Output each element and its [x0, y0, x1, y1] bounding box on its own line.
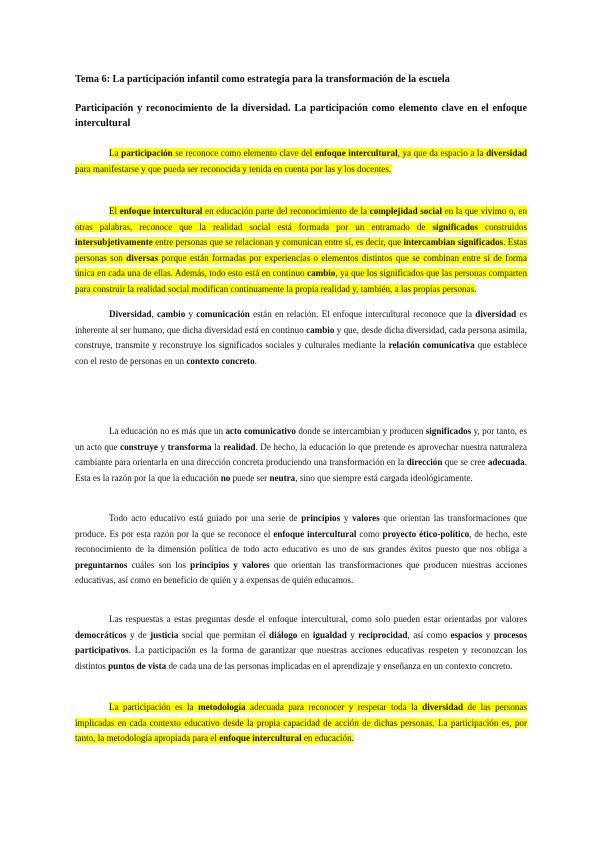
bold-term: relación comunicativa [388, 340, 475, 351]
text-run: que orientan las transformaciones que producen nuestras acciones educativas, así como en beneficio de quién y a expensas de quién educamos. [75, 559, 527, 586]
text-run: puede ser [230, 472, 270, 483]
bold-term: neutra [269, 472, 296, 483]
text-run: , así como [407, 629, 451, 640]
text-run: donde se intercambian y producen [295, 426, 426, 436]
text-run: El [109, 206, 120, 216]
text-run: en educación. [301, 733, 354, 744]
text-run: , ya que da espacio a la [397, 148, 487, 158]
bold-term: cambio [156, 309, 186, 319]
text-run: en [297, 629, 313, 640]
bold-term: procesos participativos [75, 629, 528, 656]
paragraph [75, 204, 527, 298]
bold-term: puntos de vista [108, 660, 167, 671]
text-run: y [185, 309, 197, 319]
bold-term: enfoque intercultural [219, 733, 302, 744]
bold-term: principios [301, 513, 341, 523]
text-run: Las respuestas a estas preguntas desde el enfoque intercultural, como solo pueden estar orientadas por valores [109, 614, 527, 624]
text-run: . Estas personas son [75, 237, 527, 263]
text-run: cuáles son los [127, 559, 191, 570]
bold-term: diversidad [486, 148, 527, 158]
bold-term: proyecto ético-político [382, 528, 470, 539]
bold-term: contexto concreto [186, 355, 255, 366]
text-run: están en relación. El enfoque intercultural reconoce que la [249, 309, 476, 319]
text-run: social que permitan el [178, 629, 270, 640]
bold-term: adecuada [487, 457, 525, 468]
text-run: como [356, 528, 383, 539]
text-run: y [482, 629, 494, 640]
text-run: . [254, 355, 257, 366]
section-heading: Participación y reconocimiento de la diversidad. La participación como elemento clave en el enfoque intercultural [75, 103, 527, 129]
bold-term: cambio [307, 268, 336, 279]
text-run: Todo acto educativo está guiado por una serie de [109, 513, 302, 523]
bold-term: enfoque intercultural [273, 528, 357, 539]
paragraph [75, 307, 527, 369]
paragraph [75, 511, 527, 589]
bold-term: diversas [126, 252, 158, 263]
bold-term: justicia [150, 629, 179, 640]
bold-term: valores [352, 513, 380, 523]
text-run: , [151, 309, 157, 319]
text-run: la [211, 441, 224, 452]
bold-term: construye [120, 441, 158, 452]
text-run: de cada una de las personas implicadas en el aprendizaje y enseñanza en un contexto concreto. [166, 660, 513, 671]
bold-term: no [220, 472, 231, 483]
bold-term: diálogo [269, 629, 298, 640]
document-title: Tema 6: La participación infantil como estrategia para la transformación de la escuela [75, 74, 450, 85]
text-run: . La participación es la forma de garantizar que nuestras acciones educativas respeten y reconozcan los distintos [75, 645, 527, 671]
text-run: y que, desde dicha diversidad, cada persona asimila, construye, transmite y reconstruye los significados sociales y culturales mediante la [75, 324, 527, 351]
bold-term: democráticos [75, 629, 127, 640]
bold-term: igualdad [312, 629, 347, 640]
text-run: y de [126, 629, 151, 640]
bold-term: reciprocidad [358, 629, 408, 640]
bold-term: cambio [306, 324, 335, 335]
text-run: entre personas que se relacionan y comunican entre sí, es decir, que [152, 237, 404, 248]
text-run: . De hecho, la educación lo que pretende es aprovechar nuestra naturaleza cambiante para orientarla en una dirección concreta produciendo una transformación en la [75, 441, 527, 468]
paragraph [75, 146, 527, 177]
bold-term: transforma [167, 441, 212, 452]
paragraph [75, 612, 527, 674]
text-run: . Esta es la razón por la que la educación [75, 457, 527, 483]
bold-term: enfoque intercultural [314, 148, 398, 158]
bold-term: enfoque intercultural [119, 206, 203, 216]
text-run: , ya que los significados que las personas comparten para construir la realidad social modifican continuamente la propia realidad y, también, a las propias personas. [75, 268, 527, 294]
bold-term: significados [425, 426, 472, 436]
bold-term: dirección [406, 457, 443, 468]
text-run: es inherente al ser humano, que dicha diversidad está en continuo [75, 309, 528, 335]
bold-term: significados [432, 221, 478, 232]
text-run: porque están formadas por experiencias o elementos distintos que se combinan entre sí de forma única en cada una de ellas. Además, todo esto está en continuo [75, 252, 528, 279]
text-run: La participación es la [109, 702, 199, 712]
bold-term: principios y valores [190, 559, 270, 570]
bold-term: diversidad [422, 702, 464, 712]
text-run: adecuada para reconocer y respetar toda la [245, 702, 423, 712]
text-run: y [346, 629, 359, 640]
text-run: y, por tanto, es un acto que [75, 426, 527, 452]
text-run: que orientan las transformaciones que produce. Es por esta razón por la que se reconoce el [75, 513, 528, 539]
bold-term: realidad [223, 441, 256, 452]
bold-term: diversidad [475, 309, 517, 319]
text-run: La [109, 148, 122, 158]
bold-term: espacios [450, 629, 483, 640]
bold-term: complejidad social [369, 206, 442, 216]
text-run: La educación no es más que un [109, 426, 226, 436]
text-run: y [157, 441, 168, 452]
text-run: se reconoce como elemento clave del [172, 148, 315, 158]
bold-term: intercambian significados [403, 237, 504, 248]
text-run: , sino que siempre está cargada ideológicamente. [295, 472, 473, 483]
paragraph [75, 424, 527, 486]
bold-term: participación [121, 148, 173, 158]
bold-term: metodología [198, 702, 246, 712]
text-run: que establece con el resto de personas en un [75, 340, 527, 366]
paragraph [75, 700, 527, 747]
text-run: , de hecho, este reconocimiento de la dimensión política de todo acto educativo es uno de sus grandes éxitos puesto que nos obliga a [75, 528, 527, 555]
bold-term: preguntarnos [75, 559, 128, 570]
text-run: que se cree [442, 457, 488, 468]
text-run: y [340, 513, 353, 523]
bold-term: intersubjetivamente [75, 237, 153, 248]
text-run: de las personas implicadas en cada contexto educativo desde la propia capacidad de acción de dichas personas. La participación es, por tanto, la metodología apropiada para el [75, 702, 527, 744]
bold-term: acto comunicativo [225, 426, 296, 436]
text-run: en la que vivimo o, en otras palabras, reconoce que la realidad social está formada por un entramado de [75, 206, 528, 232]
text-run: en educación parte del reconocimiento de la [202, 206, 370, 216]
bold-term: Diversidad [109, 309, 152, 319]
text-run: construidos [478, 221, 527, 232]
text-run: para manifestarse y que pueda ser reconocida y tenida en cuenta por las y los docentes. [75, 163, 392, 174]
bold-term: comunicación [196, 309, 250, 319]
